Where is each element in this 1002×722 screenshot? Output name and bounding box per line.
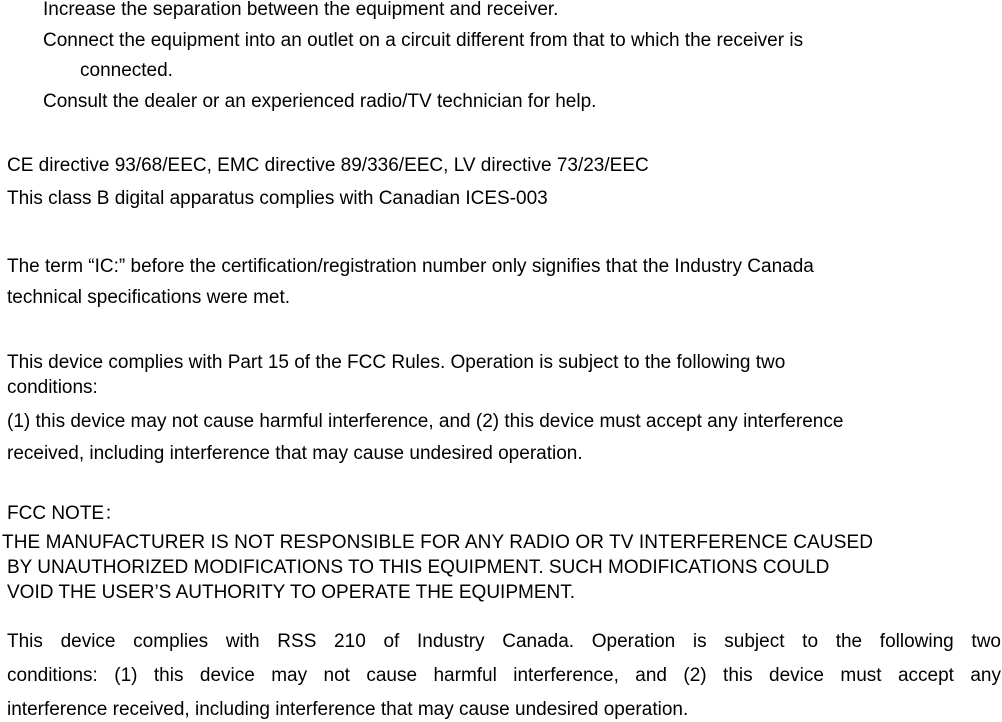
- fcc-part15-line-1: This device complies with Part 15 of the FCC Rules. Operation is subject to the following two: [7, 352, 786, 373]
- ic-term-line-2: technical specifications were met.: [7, 287, 291, 308]
- fcc-part15-line-4: received, including interference that may cause undesired operation.: [7, 443, 583, 464]
- ic-term-line-1: The term “IC:” before the certification/registration number only signifies that the Industry Canada: [7, 256, 814, 277]
- guidance-line-separation: Increase the separation between the equipment and receiver.: [43, 0, 559, 20]
- rss210-line-3: interference received, including interference that may cause undesired operation.: [7, 699, 689, 720]
- fcc-note-line-3: VOID THE USER’S AUTHORITY TO OPERATE THE EQUIPMENT.: [7, 582, 575, 603]
- fcc-note-line-2: BY UNAUTHORIZED MODIFICATIONS TO THIS EQUIPMENT. SUCH MODIFICATIONS COULD: [7, 557, 830, 578]
- guidance-line-outlet-continued: connected.: [80, 60, 173, 81]
- rss210-line-1: This device complies with RSS 210 of Industry Canada. Operation is subject to the following two: [7, 631, 1001, 652]
- ce-directive-text: CE directive 93/68/EEC, EMC directive 89/336/EEC, LV directive 73/23/EEC: [7, 155, 649, 176]
- guidance-line-outlet: Connect the equipment into an outlet on a circuit different from that to which the receiver is: [43, 30, 804, 51]
- fcc-part15-line-3: (1) this device may not cause harmful interference, and (2) this device must accept any interference: [7, 411, 844, 432]
- guidance-line-consult-dealer: Consult the dealer or an experienced radio/TV technician for help.: [43, 91, 597, 112]
- fcc-note-line-1: THE MANUFACTURER IS NOT RESPONSIBLE FOR ANY RADIO OR TV INTERFERENCE CAUSED: [2, 532, 874, 553]
- rss210-line-2: conditions: (1) this device may not cause harmful interference, and (2) this device must accept any: [7, 665, 1001, 686]
- class-b-compliance-text: This class B digital apparatus complies with Canadian ICES-003: [7, 188, 548, 209]
- fcc-note-heading: FCC NOTE：: [7, 503, 124, 524]
- rss210-paragraph: [7, 630, 1001, 722]
- fcc-part15-line-2: conditions:: [7, 377, 98, 398]
